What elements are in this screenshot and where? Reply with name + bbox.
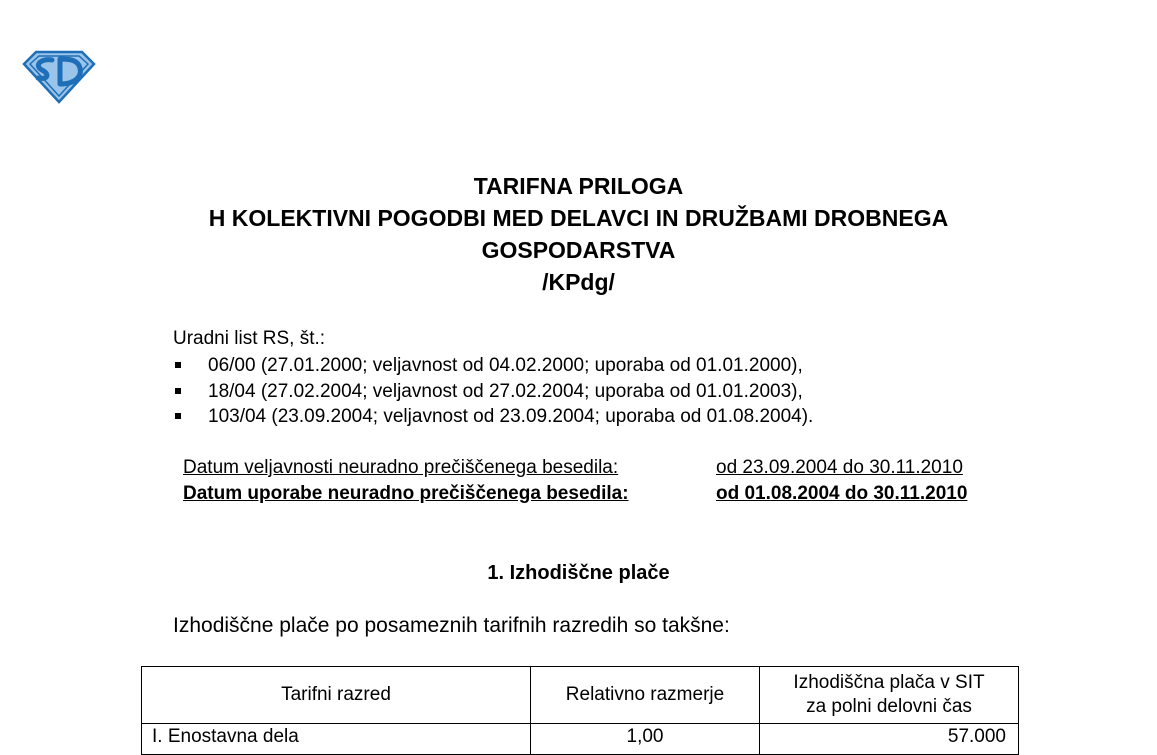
gazette-item-text: 18/04 (27.02.2004; veljavnost od 27.02.2004; uporaba od 01.01.2003),: [208, 380, 803, 402]
use-date-row: [183, 481, 967, 507]
sd-logo: [22, 48, 96, 104]
header-base-salary-line1: Izhodiščna plača v SIT: [793, 672, 985, 693]
cell-tariff-class: I. Enostavna dela: [142, 724, 531, 755]
gazette-item: [173, 353, 1073, 379]
use-date-label: Datum uporabe neuradno prečiščenega besedila:: [183, 483, 629, 504]
section-intro: Izhodiščne plače po posameznih tarifnih razredih so takšne:: [173, 614, 730, 637]
gazette-item-text: 06/00 (27.01.2000; veljavnost od 04.02.2000; uporaba od 01.01.2000),: [208, 355, 803, 376]
bullet-icon: [175, 362, 181, 368]
document-title: [0, 170, 1157, 298]
gazette-references: [173, 325, 1073, 430]
text-dates: [183, 455, 967, 507]
cell-base-salary: 57.000: [760, 724, 1019, 755]
gazette-label: Uradni list RS, št.:: [173, 328, 326, 349]
title-line-3: GOSPODARSTVA: [481, 237, 676, 263]
validity-date-label: Datum veljavnosti neuradno prečiščenega besedila:: [183, 457, 619, 478]
header-base-salary-line2: za polni delovni čas: [806, 696, 972, 717]
use-date-value: od 01.08.2004 do 30.11.2010: [716, 483, 968, 504]
title-line-1: TARIFNA PRILOGA: [473, 173, 684, 199]
gazette-list: [173, 353, 1073, 430]
cell-relative-ratio: 1,00: [531, 724, 760, 755]
header-tariff-class: Tarifni razred: [142, 667, 531, 724]
validity-date-value: od 23.09.2004 do 30.11.2010: [716, 457, 963, 478]
gazette-item: [173, 404, 1073, 430]
bullet-icon: [175, 388, 181, 394]
title-line-4: /KPdg/: [542, 269, 615, 295]
gazette-item: [173, 379, 1073, 405]
title-line-2: H KOLEKTIVNI POGODBI MED DELAVCI IN DRUŽBAMI DROBNEGA: [208, 205, 949, 231]
table-row: [142, 724, 1019, 755]
bullet-icon: [175, 413, 181, 419]
header-relative-ratio: Relativno razmerje: [531, 667, 760, 724]
tariff-table: [141, 666, 1019, 755]
header-base-salary: [760, 667, 1019, 724]
validity-date-row: [183, 455, 967, 481]
table-header-row: [142, 667, 1019, 724]
gazette-item-text: 103/04 (23.09.2004; veljavnost od 23.09.2004; uporaba od 01.08.2004).: [208, 406, 814, 427]
section-heading: 1. Izhodiščne plače: [487, 562, 670, 584]
